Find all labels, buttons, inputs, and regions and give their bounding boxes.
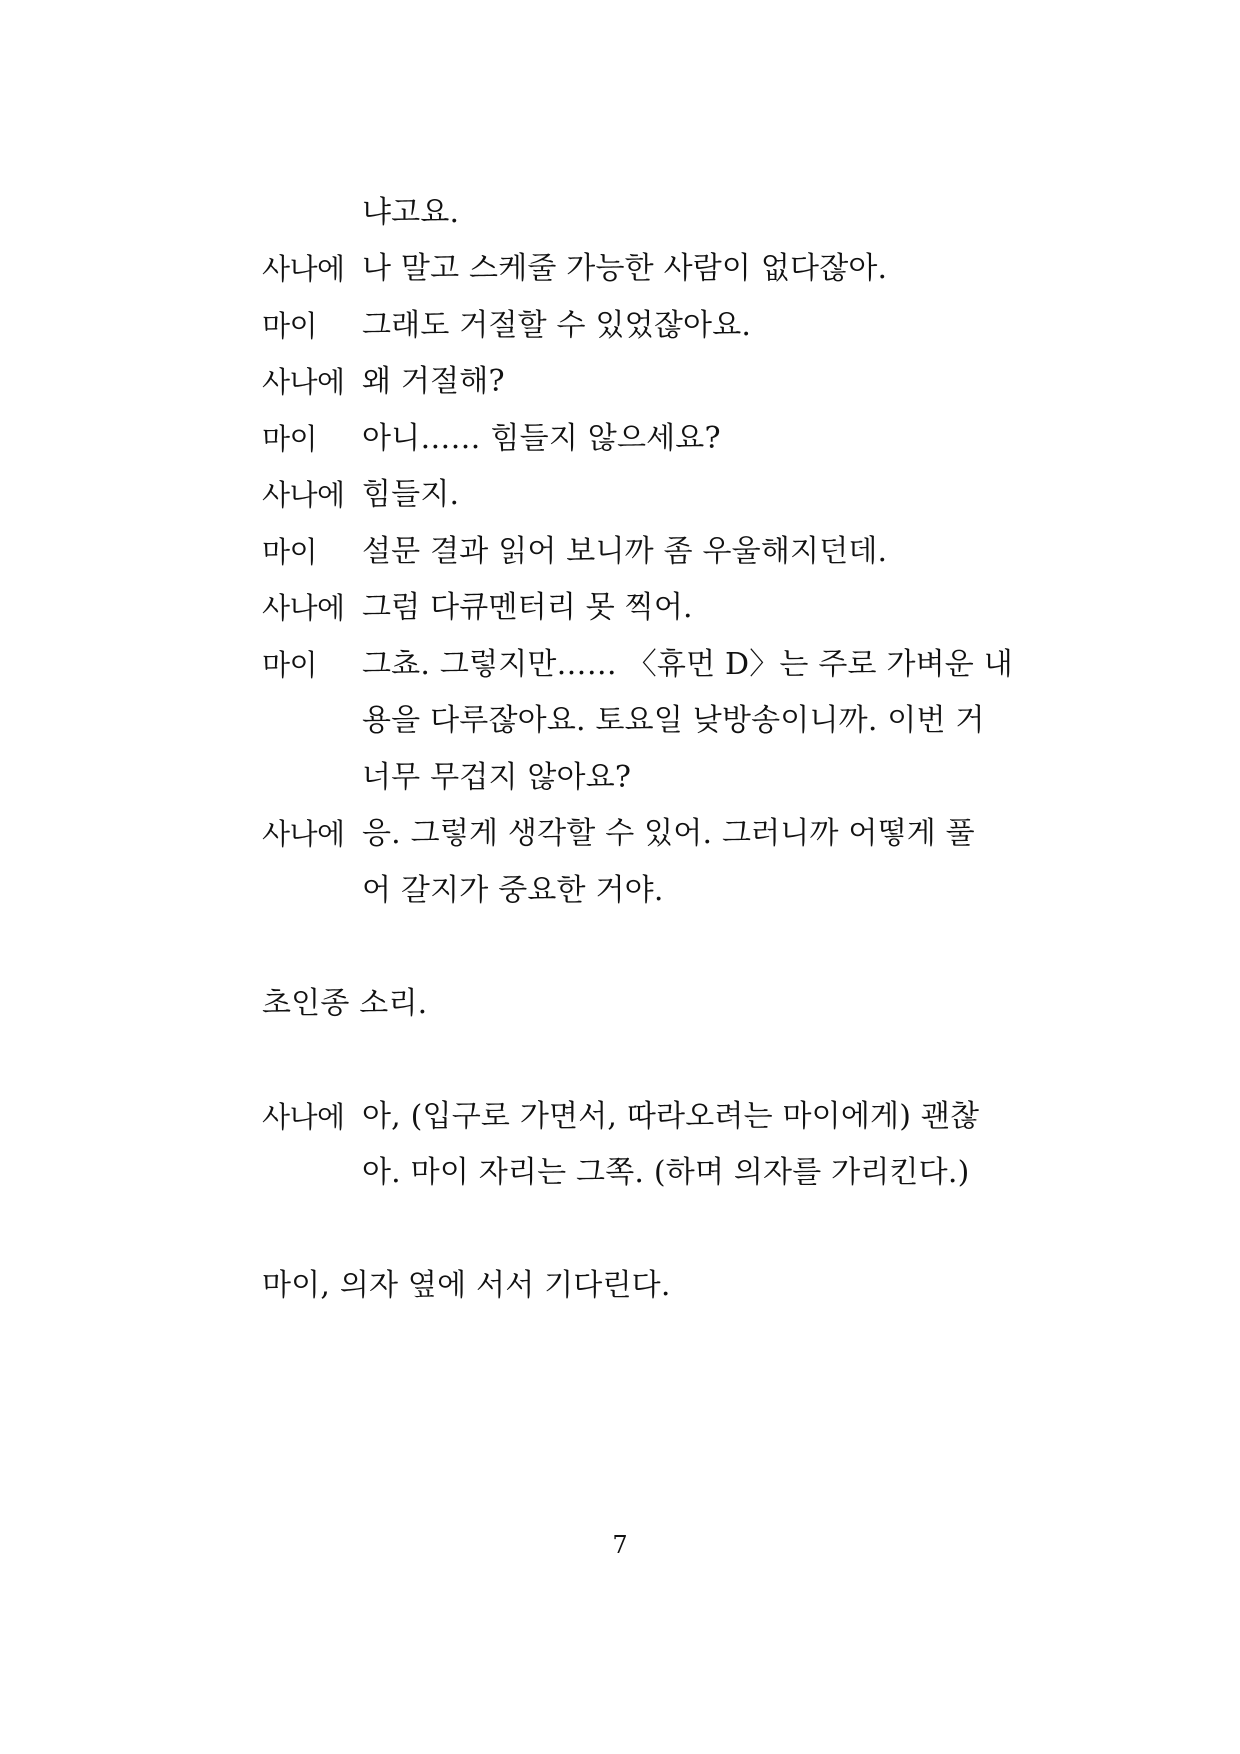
dialogue-text: 그럼 다큐멘터리 못 찍어. [362, 590, 693, 625]
speaker-name: 사나에 [262, 252, 345, 286]
speaker-name: 사나에 [262, 591, 345, 625]
dialogue-text: 아, (입구로 가면서, 따라오려는 마이에게) 괜찮 [362, 1099, 980, 1134]
script-line [262, 475, 1022, 515]
speaker-name: 사나에 [262, 817, 345, 851]
dialogue-text: 힘들지. [362, 477, 460, 512]
speaker-name: 사나에 [262, 365, 345, 399]
dialogue-text: 용을 다루잖아요. 토요일 낮방송이니까. 이번 거 [362, 703, 985, 738]
dialogue-text: 설문 결과 읽어 보니까 좀 우울해지던데. [362, 534, 888, 569]
speaker-name: 사나에 [262, 478, 345, 512]
script-line [262, 645, 1022, 685]
script-line [262, 758, 1022, 798]
stage-direction-text: 초인종 소리. [262, 986, 428, 1021]
script-line [262, 306, 1022, 346]
speaker-name: 마이 [262, 422, 318, 456]
dialogue-text: 왜 거절해? [362, 364, 505, 399]
stage-direction [262, 1266, 1022, 1306]
page-number: 7 [612, 1531, 628, 1559]
dialogue-text: 너무 무겁지 않아요? [362, 760, 632, 795]
speaker-name: 마이 [262, 309, 318, 343]
stage-direction [262, 984, 1022, 1024]
speaker-name: 사나에 [262, 1100, 345, 1134]
script-line [262, 362, 1022, 402]
script-line [262, 814, 1022, 854]
script-line [262, 1097, 1022, 1137]
dialogue-text: 나 말고 스케줄 가능한 사람이 없다잖아. [362, 251, 888, 286]
dialogue-text: 아. 마이 자리는 그쪽. (하며 의자를 가리킨다.) [362, 1155, 970, 1190]
script-line [262, 1153, 1022, 1193]
dialogue-text: 아니…… 힘들지 않으세요? [362, 421, 721, 456]
script-line [262, 193, 1022, 233]
speaker-name: 마이 [262, 535, 318, 569]
dialogue-text: 응. 그렇게 생각할 수 있어. 그러니까 어떻게 풀 [362, 816, 975, 851]
script-line [262, 588, 1022, 628]
dialogue-text: 그래도 거절할 수 있었잖아요. [362, 308, 752, 343]
script-line [262, 419, 1022, 459]
script-line [262, 532, 1022, 572]
stage-direction-text: 마이, 의자 옆에 서서 기다린다. [262, 1268, 671, 1303]
speaker-name: 마이 [262, 648, 318, 682]
script-line [262, 701, 1022, 741]
script-line [262, 871, 1022, 911]
dialogue-text: 냐고요. [362, 195, 460, 230]
script-line [262, 249, 1022, 289]
dialogue-text: 그쵸. 그렇지만…… 〈휴먼 D〉는 주로 가벼운 내 [362, 647, 1013, 682]
dialogue-text: 어 갈지가 중요한 거야. [362, 873, 664, 908]
